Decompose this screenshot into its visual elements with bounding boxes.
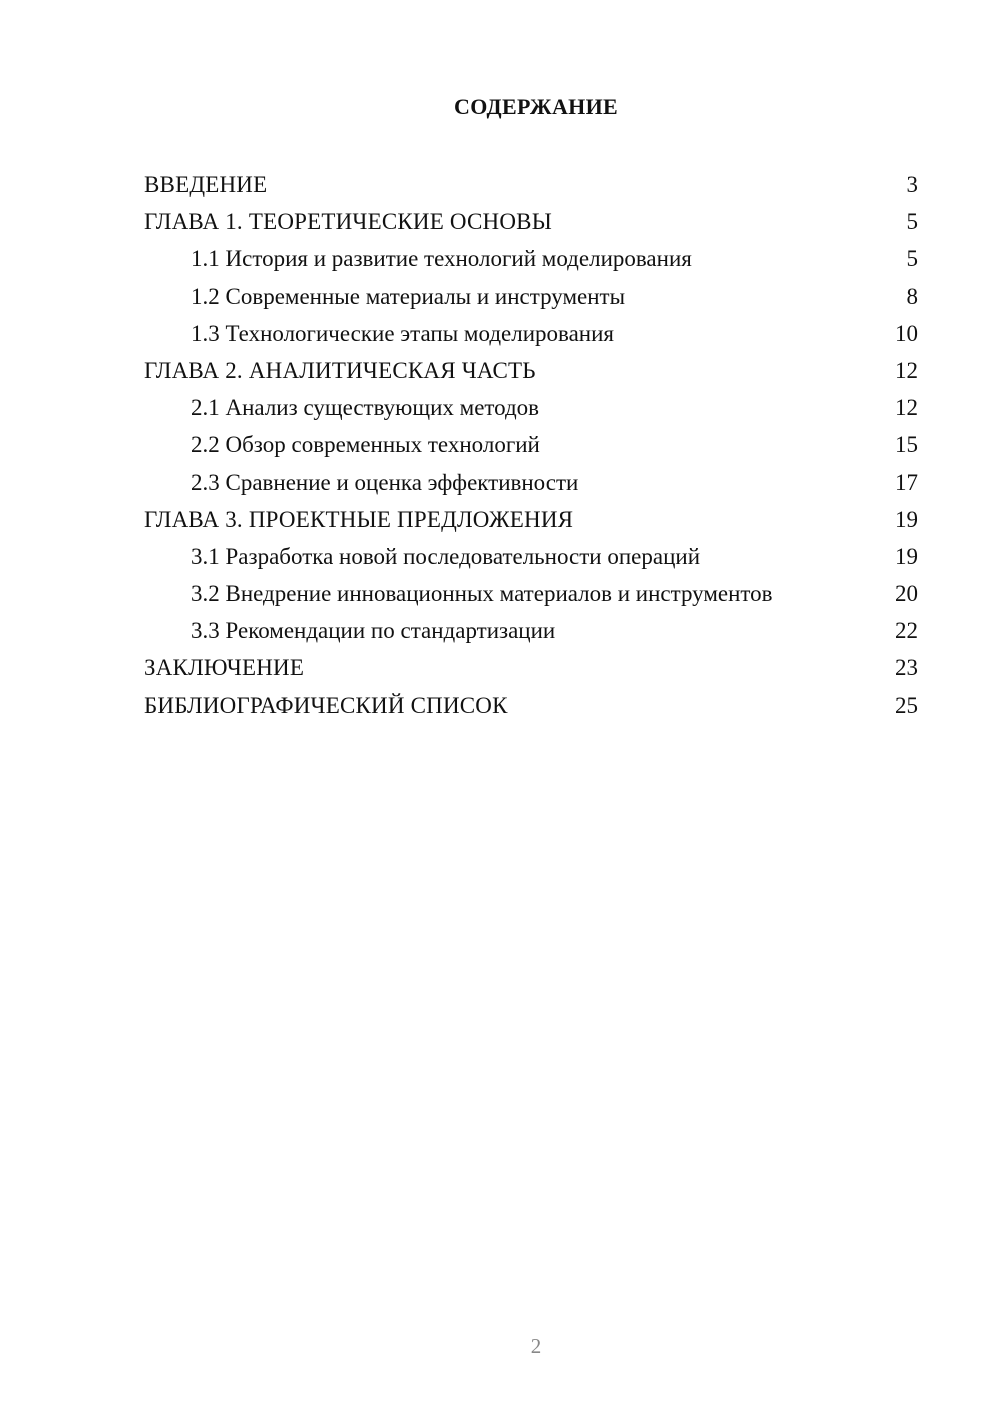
toc-entry-label: 1.2 Современные материалы и инструменты (191, 283, 626, 309)
toc-entry[interactable] (144, 649, 918, 686)
toc-entry-page: 10 (895, 320, 918, 346)
toc-entry-label: 1.3 Технологические этапы моделирования (191, 320, 614, 346)
toc-entry-page: 19 (895, 543, 918, 569)
toc-entry-label: 1.1 История и развитие технологий моделирования (191, 246, 692, 272)
toc-entry[interactable] (144, 575, 918, 612)
toc-entry[interactable] (144, 166, 918, 203)
toc-entry[interactable] (144, 501, 918, 538)
toc-entry-label: 2.2 Обзор современных технологий (191, 432, 540, 458)
toc-entry-label: 2.3 Сравнение и оценка эффективности (191, 469, 579, 495)
toc-entry-label: ЗАКЛЮЧЕНИЕ (144, 655, 305, 681)
toc-entry-page: 5 (906, 209, 918, 235)
table-of-contents (144, 166, 918, 724)
page-number: 2 (530, 1334, 542, 1358)
toc-entry-page: 20 (895, 581, 918, 607)
toc-entry[interactable] (144, 240, 918, 277)
toc-entry[interactable] (144, 612, 918, 649)
toc-entry-page: 12 (895, 357, 918, 383)
toc-entry[interactable] (144, 389, 918, 426)
toc-entry-page: 25 (895, 692, 918, 718)
toc-entry-label: ВВЕДЕНИЕ (144, 172, 268, 197)
page-title: СОДЕРЖАНИЕ (454, 94, 618, 119)
toc-entry[interactable] (144, 464, 918, 501)
toc-entry-page: 5 (906, 246, 918, 272)
toc-entry-page: 23 (895, 655, 918, 681)
toc-entry-page: 12 (895, 395, 918, 421)
toc-entry-label: ГЛАВА 1. ТЕОРЕТИЧЕСКИЕ ОСНОВЫ (144, 209, 552, 235)
toc-entry-label: 3.1 Разработка новой последовательности операций (191, 543, 701, 569)
toc-entry-label: 3.2 Внедрение инновационных материалов и инструментов (191, 581, 773, 607)
toc-entry-label: ГЛАВА 3. ПРОЕКТНЫЕ ПРЕДЛОЖЕНИЯ (144, 506, 574, 532)
toc-entry-label: БИБЛИОГРАФИЧЕСКИЙ СПИСОК (144, 692, 508, 718)
toc-entry-page: 19 (895, 506, 918, 532)
toc-entry-page: 22 (895, 618, 918, 644)
toc-entry-label: 2.1 Анализ существующих методов (191, 395, 540, 421)
toc-entry-label: ГЛАВА 2. АНАЛИТИЧЕСКАЯ ЧАСТЬ (144, 357, 536, 383)
toc-entry-label: 3.3 Рекомендации по стандартизации (191, 618, 556, 644)
toc-entry-page: 3 (906, 172, 918, 197)
toc-entry[interactable] (144, 426, 918, 463)
toc-entry[interactable] (144, 687, 918, 724)
toc-entry-page: 8 (906, 283, 918, 309)
toc-entry-page: 17 (895, 469, 918, 495)
toc-entry[interactable] (144, 203, 918, 240)
toc-entry[interactable] (144, 315, 918, 352)
toc-entry-page: 15 (895, 432, 918, 458)
toc-entry[interactable] (144, 278, 918, 315)
toc-entry[interactable] (144, 352, 918, 389)
toc-entry[interactable] (144, 538, 918, 575)
